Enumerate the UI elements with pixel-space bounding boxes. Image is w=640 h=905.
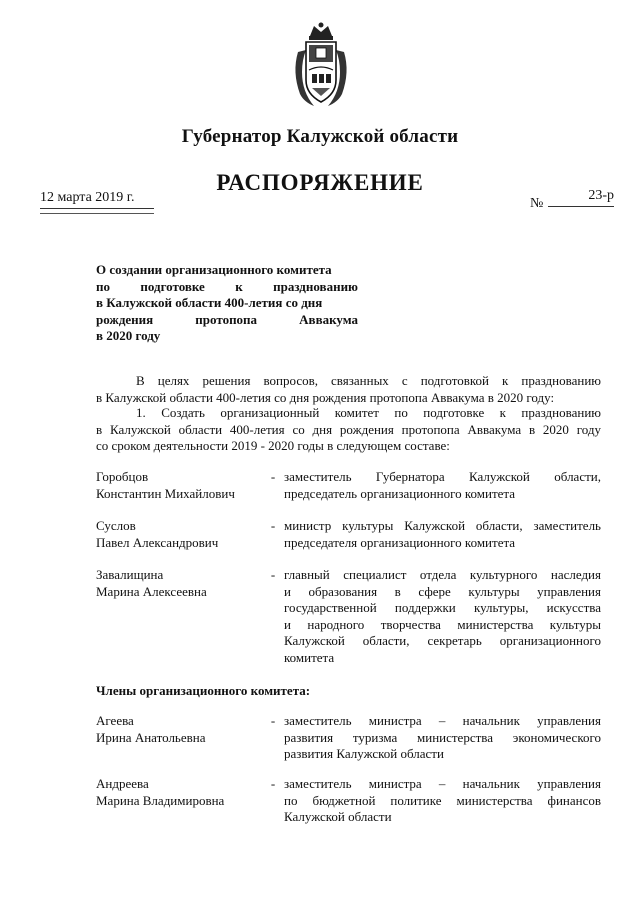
surname: Андреева <box>96 776 149 791</box>
item-1-paragraph <box>96 405 601 455</box>
role-line: министр культуры Калужской области, заместитель <box>284 518 601 533</box>
surname: Завалищина <box>96 567 164 582</box>
role-line: заместитель министра – начальник управления <box>284 776 601 791</box>
role-line: и народного творчества министерства культуры <box>284 616 601 632</box>
role-line: Калужской области <box>284 809 392 824</box>
kaluga-coat-of-arms-icon <box>290 22 352 112</box>
role-line: заместитель министра – начальник управления <box>284 713 601 728</box>
subject-line: в 2020 году <box>96 328 161 343</box>
dash-separator: - <box>270 776 276 791</box>
paragraph-line: В целях решения вопросов, связанных с подготовкой к празднованию <box>136 373 601 388</box>
paragraph-line: в Калужской области 400-летия со дня рождения протопопа Аввакума в 2020 году <box>96 421 601 437</box>
person-name <box>96 713 266 746</box>
person-name <box>96 776 266 809</box>
person-role <box>284 518 601 551</box>
governor-title: Губернатор Калужской области <box>181 126 459 147</box>
document-type-title: РАСПОРЯЖЕНИЕ <box>216 170 424 195</box>
document-number: 23-р <box>548 188 614 207</box>
members-heading: Члены организационного комитета: <box>96 683 311 698</box>
role-line: председателя организационного комитета <box>284 534 516 550</box>
subject-line: О создании организационного комитета <box>96 262 332 277</box>
person-role <box>284 776 601 826</box>
dash-separator: - <box>270 713 276 728</box>
person-name <box>96 469 266 502</box>
role-line: развития туризма министерства экономического <box>284 729 601 745</box>
paragraph-line: со сроком деятельности 2019 - 2020 годы в следующем составе: <box>96 438 450 453</box>
dash-separator: - <box>270 469 276 484</box>
person-role <box>284 469 601 502</box>
surname: Суслов <box>96 518 136 533</box>
subject-line: в Калужской области 400-летия со дня <box>96 295 323 310</box>
given-names: Константин Михайлович <box>96 485 235 501</box>
role-line: Калужской области, секретарь организационного <box>284 633 601 648</box>
person-name <box>96 567 266 600</box>
dash-separator: - <box>270 567 276 582</box>
paragraph-line: в Калужской области 400-летия со дня рождения протопопа Аввакума в 2020 году: <box>96 389 555 405</box>
subject-line: по подготовке к празднованию <box>96 278 358 294</box>
role-line: развития Калужской области <box>284 746 444 761</box>
role-line: государственной поддержки культуры, искусства <box>284 600 601 615</box>
dash-separator: - <box>270 518 276 533</box>
person-role <box>284 713 601 763</box>
role-line: главный специалист отдела культурного наследия <box>284 567 601 582</box>
role-line: председатель организационного комитета <box>284 485 516 501</box>
surname: Агеева <box>96 713 134 728</box>
role-line: по бюджетной политике министерства финансов <box>284 792 601 808</box>
person-name <box>96 518 266 551</box>
role-line: комитета <box>284 649 335 665</box>
document-date: 12 марта 2019 г. <box>40 190 154 209</box>
intro-paragraph <box>96 373 601 406</box>
date-underline <box>40 213 154 214</box>
document-subject <box>96 262 358 345</box>
document-number-label: № <box>530 196 544 211</box>
given-names: Марина Алексеевна <box>96 583 207 599</box>
given-names: Ирина Анатольевна <box>96 729 206 745</box>
role-line: и образования в сфере культуры управления <box>284 583 601 599</box>
role-line: заместитель Губернатора Калужской области, <box>284 469 601 484</box>
surname: Горобцов <box>96 469 149 484</box>
person-role <box>284 567 601 666</box>
given-names: Павел Александрович <box>96 534 219 550</box>
subject-line: рождения протопопа Аввакума <box>96 311 358 327</box>
paragraph-line: 1. Создать организационный комитет по подготовке к празднованию <box>136 405 601 420</box>
given-names: Марина Владимировна <box>96 792 225 808</box>
